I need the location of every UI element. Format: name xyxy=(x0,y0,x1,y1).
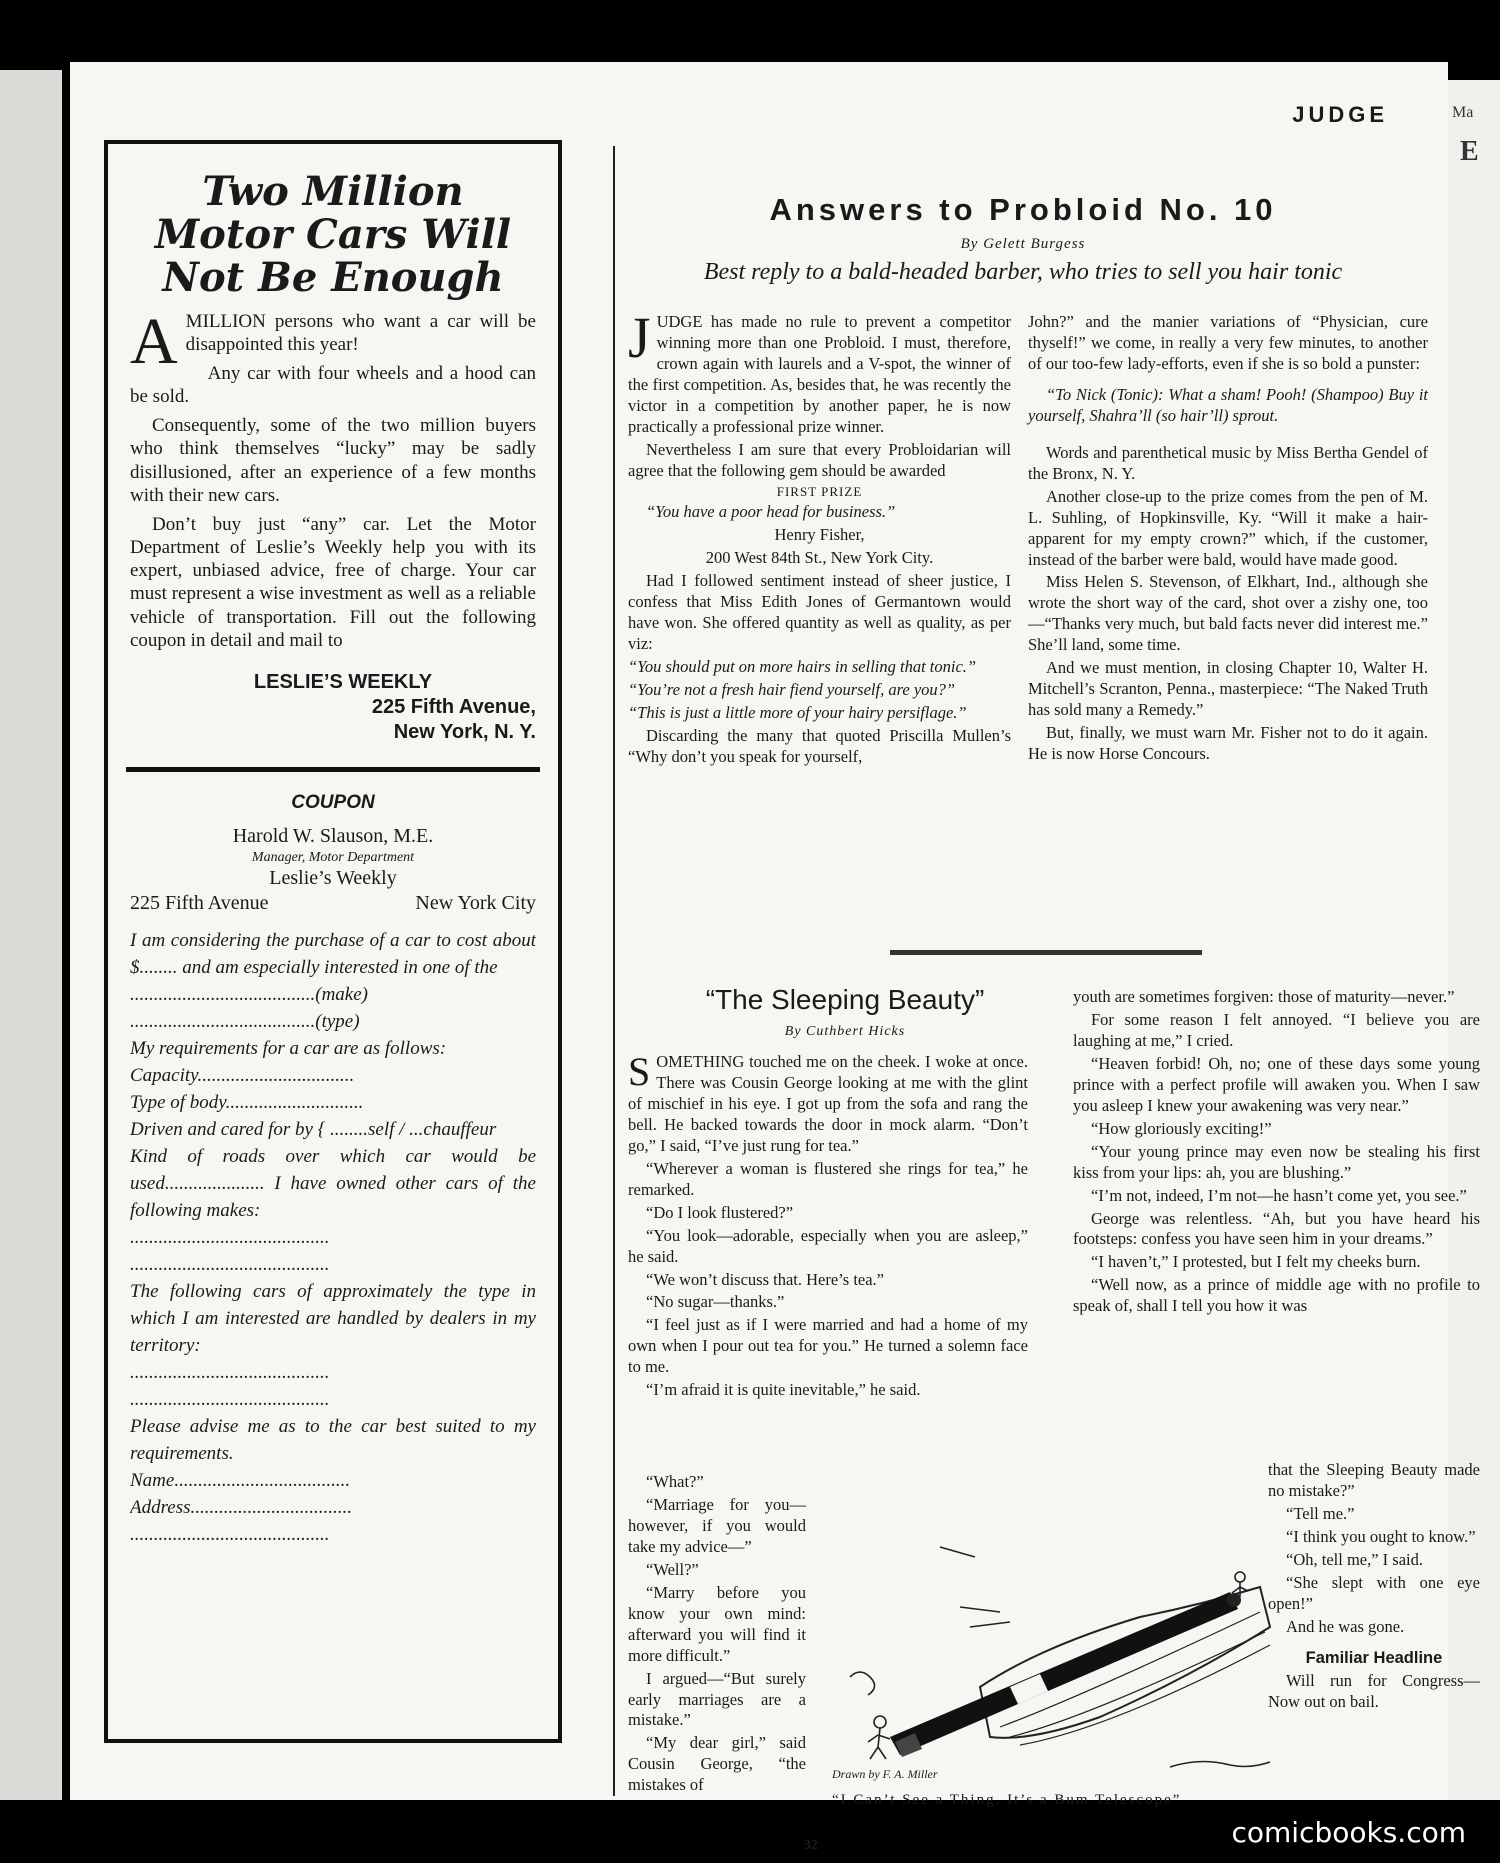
story-column-left-narrow xyxy=(628,1472,806,1798)
article-byline: By Gelett Burgess xyxy=(960,236,1086,252)
paragraph: “Marry before you know your own mind: afterward you will find it more difficult.” xyxy=(628,1582,806,1665)
column-rule xyxy=(613,146,615,1796)
paragraph: And we must mention, in closing Chapter 10, Walter H. Mitchell’s Scranton, Penna., masterpiece: “The Naked Truth has sold many a Remedy.” xyxy=(1028,658,1428,720)
form-blank-line[interactable]: .......................................... xyxy=(130,1361,330,1383)
paragraph: “Well?” xyxy=(646,1559,699,1579)
paragraph: Discarding the many that quoted Priscilla Mullen’s “Why don’t you speak for yourself, xyxy=(628,725,1011,766)
coupon-city: New York City xyxy=(415,892,536,915)
paragraph: “My dear girl,” said Cousin George, “the mistakes of xyxy=(628,1733,806,1795)
paragraph: “Well now, as a prince of middle age with no profile to speak of, shall I tell you how it was xyxy=(1073,1275,1480,1316)
paragraph: “I think you ought to know.” xyxy=(1286,1526,1476,1546)
winner-name: Henry Fisher, xyxy=(774,525,865,545)
coupon-publication: Leslie’s Weekly xyxy=(269,867,397,890)
form-line[interactable]: I am considering the purchase of a car to cost about $........ and am especially interested in one of the xyxy=(130,930,536,979)
masthead: JUDGE xyxy=(1292,102,1388,127)
article-column-left xyxy=(628,305,1011,770)
coupon-addressee: Harold W. Slauson, M.E. xyxy=(232,824,434,847)
illustration-caption: “I Can’t See a Thing. It’s a Bum Telescope” xyxy=(832,1792,1182,1808)
paragraph: For some reason I felt annoyed. “I believe you are laughing at me,” I cried. xyxy=(1073,1009,1480,1050)
form-line-body[interactable]: Type of body............................. xyxy=(130,1092,364,1114)
paragraph: Had I followed sentiment instead of sheer justice, I confess that Miss Edith Jones of Germantown would have won. She offered quantity as well as quality, as per viz: xyxy=(628,570,1011,653)
form-line-address[interactable]: Address.................................. xyxy=(130,1496,353,1518)
paragraph: Words and parenthetical music by Miss Bertha Gendel of the Bronx, N. Y. xyxy=(1028,442,1428,483)
paragraph: John?” and the manier variations of “Physician, cure thyself!” we come, in really a very few minutes, to another of our too-few lady-efforts, even if she is so bold a punster: xyxy=(1028,312,1428,373)
paragraph: “I’m afraid it is quite inevitable,” he said. xyxy=(646,1380,921,1400)
form-line-driven[interactable]: Driven and cared for by { ........self / ...chauffeur xyxy=(130,1119,497,1141)
illustration-credit: Drawn by F. A. Miller xyxy=(832,1767,938,1781)
paragraph: Another close-up to the prize comes from the pen of M. L. Suhling, of Hopkinsville, Ky. “Will it make a hair-apparent for my empty crown?” which, if the customer, instead of the barber were bald, would have made good. xyxy=(1028,486,1428,569)
paragraph: “Heaven forbid! Oh, no; one of these days some young prince with a perfect profile will awaken you. When I saw you asleep I knew your awakening was very near.” xyxy=(1073,1053,1480,1115)
paragraph: “I feel just as if I were married and had a home of my own when I pour out tea for you.” He turned a solemn face to me. xyxy=(628,1315,1028,1377)
coupon-role: Manager, Motor Department xyxy=(251,849,415,865)
ad-title-line: Two Million xyxy=(202,168,464,215)
quote: “This is just a little more of your hairy persiflage.” xyxy=(628,702,967,722)
section-divider xyxy=(890,950,1202,955)
ad-title-line: Motor Cars Will xyxy=(154,211,512,259)
form-line: My requirements for a car are as follows: xyxy=(130,1038,447,1060)
article-column-right xyxy=(1028,312,1428,767)
page-number: 32 xyxy=(804,1838,818,1853)
divider xyxy=(126,767,540,772)
article-title: “The Sleeping Beauty” xyxy=(705,984,985,1015)
advertisement-box xyxy=(104,140,562,1743)
facing-page-edge: Ma E xyxy=(1448,80,1500,1800)
paragraph: “Your young prince may even now be stealing his first kiss from your lips: ah, you are blushing.” xyxy=(1073,1141,1480,1182)
coupon-street: 225 Fifth Avenue xyxy=(130,892,269,915)
paragraph: Nevertheless I am sure that every Probloidarian will agree that the following gem should be awarded xyxy=(628,439,1011,480)
paragraph: “How gloriously exciting!” xyxy=(1091,1118,1272,1138)
form-line-capacity[interactable]: Capacity................................. xyxy=(130,1065,355,1087)
coupon-heading: COUPON xyxy=(291,791,375,813)
story-column-left xyxy=(628,1049,1028,1403)
article-probloid xyxy=(628,192,1418,292)
ad-title xyxy=(130,170,536,300)
drop-cap: J xyxy=(628,305,651,370)
paragraph: “Oh, tell me,” I said. xyxy=(1286,1549,1423,1569)
article-title: Answers to Probloid No. 10 xyxy=(769,192,1277,227)
paragraph: “We won’t discuss that. Here’s tea.” xyxy=(646,1269,885,1289)
paragraph: “Marriage for you—however, if you would take my advice—” xyxy=(628,1494,806,1556)
headline-joke-title: Familiar Headline xyxy=(1305,1648,1443,1667)
ad-paragraph: MILLION persons who want a car will be disappointed this year! xyxy=(185,310,536,355)
address-line: 225 Fifth Avenue, xyxy=(371,695,536,718)
form-line-type[interactable]: .......................................(type) xyxy=(130,1011,360,1033)
paragraph: “You look—adorable, especially when you are asleep,” he said. xyxy=(628,1225,1028,1266)
story-column-right-narrow xyxy=(1268,1460,1480,1714)
paragraph: George was relentless. “Ah, but you have heard his footsteps: confess you have seen him in your dreams.” xyxy=(1073,1208,1480,1249)
quote: “You’re not a fresh hair fiend yourself, are you?” xyxy=(628,679,956,699)
address-line: LESLIE’S WEEKLY xyxy=(253,670,433,693)
prize-heading: FIRST PRIZE xyxy=(776,483,863,499)
article-byline: By Cuthbert Hicks xyxy=(784,1024,906,1039)
paragraph: “Do I look flustered?” xyxy=(646,1202,794,1222)
winner-address: 200 West 84th St., New York City. xyxy=(705,548,934,568)
paragraph: that the Sleeping Beauty made no mistake?” xyxy=(1268,1460,1480,1500)
paragraph: And he was gone. xyxy=(1286,1616,1405,1636)
paragraph: But, finally, we must warn Mr. Fisher not to do it again. He is now Horse Concours. xyxy=(1028,723,1428,764)
ad-title-line: Not Be Enough xyxy=(162,254,504,302)
story-column-right xyxy=(1073,987,1480,1319)
paragraph: “I’m not, indeed, I’m not—he hasn’t come yet, you see.” xyxy=(1091,1185,1467,1205)
paragraph: UDGE has made no rule to prevent a competitor winning more than one Probloid. I must, therefore, crown again with laurels and a V-spot, the winner of the first competition. As, besides that, he was recently the victor in a competition by another paper, he is now practically a professional prize winner. xyxy=(628,312,1011,436)
form-line-name[interactable]: Name..................................... xyxy=(130,1469,351,1491)
binding-strip xyxy=(0,70,62,1800)
paragraph: “What?” xyxy=(646,1472,704,1491)
paragraph: “I haven’t,” I protested, but I felt my cheeks burn. xyxy=(1091,1252,1421,1272)
paragraph: Miss Helen S. Stevenson, of Elkhart, Ind., although she wrote the short way of the card, shot over a zishy one, too—“Thanks very much, but bald facts never did interest me.” She’ll land, some time. xyxy=(1028,572,1428,655)
paragraph: “Wherever a woman is flustered she rings for tea,” he remarked. xyxy=(628,1158,1028,1199)
coupon-address xyxy=(130,891,536,916)
drop-cap: A xyxy=(130,304,178,378)
ad-paragraph: Any car with four wheels and a hood can be sold. xyxy=(130,362,536,408)
paragraph: “Tell me.” xyxy=(1286,1503,1355,1523)
form-line: The following cars of approximately the type in which I am interested are handled by dealers in my territory: xyxy=(130,1281,536,1356)
headline-joke: Will run for Congress— Now out on bail. xyxy=(1268,1670,1480,1711)
quote: “To Nick (Tonic): What a sham! Pooh! (Shampoo) Buy it yourself, Shahra’ll (so hair’ll) sprout. xyxy=(1028,384,1428,425)
telescope-illustration xyxy=(810,1437,1280,1772)
coupon-form xyxy=(130,928,536,1548)
prize-quote: “You have a poor head for business.” xyxy=(646,502,896,522)
paragraph: I argued—“But surely early marriages are a mistake.” xyxy=(628,1668,806,1730)
form-blank-line[interactable]: .......................................... xyxy=(130,1227,330,1249)
quote: “You should put on more hairs in selling that tonic.” xyxy=(628,656,977,676)
paragraph: youth are sometimes forgiven: those of maturity—never.” xyxy=(1073,987,1455,1006)
form-blank-line[interactable]: .......................................... xyxy=(130,1388,330,1410)
watermark: comicbooks.com xyxy=(1231,1816,1466,1849)
form-line: Please advise me as to the car best suited to my requirements. xyxy=(130,1415,536,1464)
drop-cap: S xyxy=(628,1049,651,1094)
paragraph: “She slept with one eye open!” xyxy=(1268,1572,1480,1613)
form-line-make[interactable]: .......................................(make) xyxy=(130,984,368,1006)
ad-paragraph: Don’t buy just “any” car. Let the Motor Department of Leslie’s Weekly help you with its expert, unbiased advice, free of charge. Your car must represent a wise investment as well as a reliable vehicle of transportation. Fill out the following coupon in detail and mail to xyxy=(130,513,536,651)
paragraph: “No sugar—thanks.” xyxy=(646,1292,785,1312)
form-line-roads[interactable]: Kind of roads over which car would be used..................... I have owned other cars of the following makes: xyxy=(130,1146,536,1222)
article-subhead: Best reply to a bald-headed barber, who tries to sell you hair tonic xyxy=(703,259,1343,285)
ad-body xyxy=(130,304,536,652)
form-blank-line[interactable]: .......................................... xyxy=(130,1254,330,1276)
paragraph: OMETHING touched me on the cheek. I woke at once. There was Cousin George looking at me with the glint of mischief in his eye. I got up from the sofa and rang the bell. He backed towards the door in mock alarm. “Don’t go,” I said, “I’ve just rung for tea.” xyxy=(628,1052,1028,1155)
form-blank-line[interactable]: .......................................... xyxy=(130,1523,330,1545)
ad-paragraph: Consequently, some of the two million buyers who think themselves “lucky” may be sadly disillusioned, after an experience of a few months with their new cars. xyxy=(130,415,536,506)
address-line: New York, N. Y. xyxy=(393,720,536,743)
mail-address xyxy=(130,670,536,745)
